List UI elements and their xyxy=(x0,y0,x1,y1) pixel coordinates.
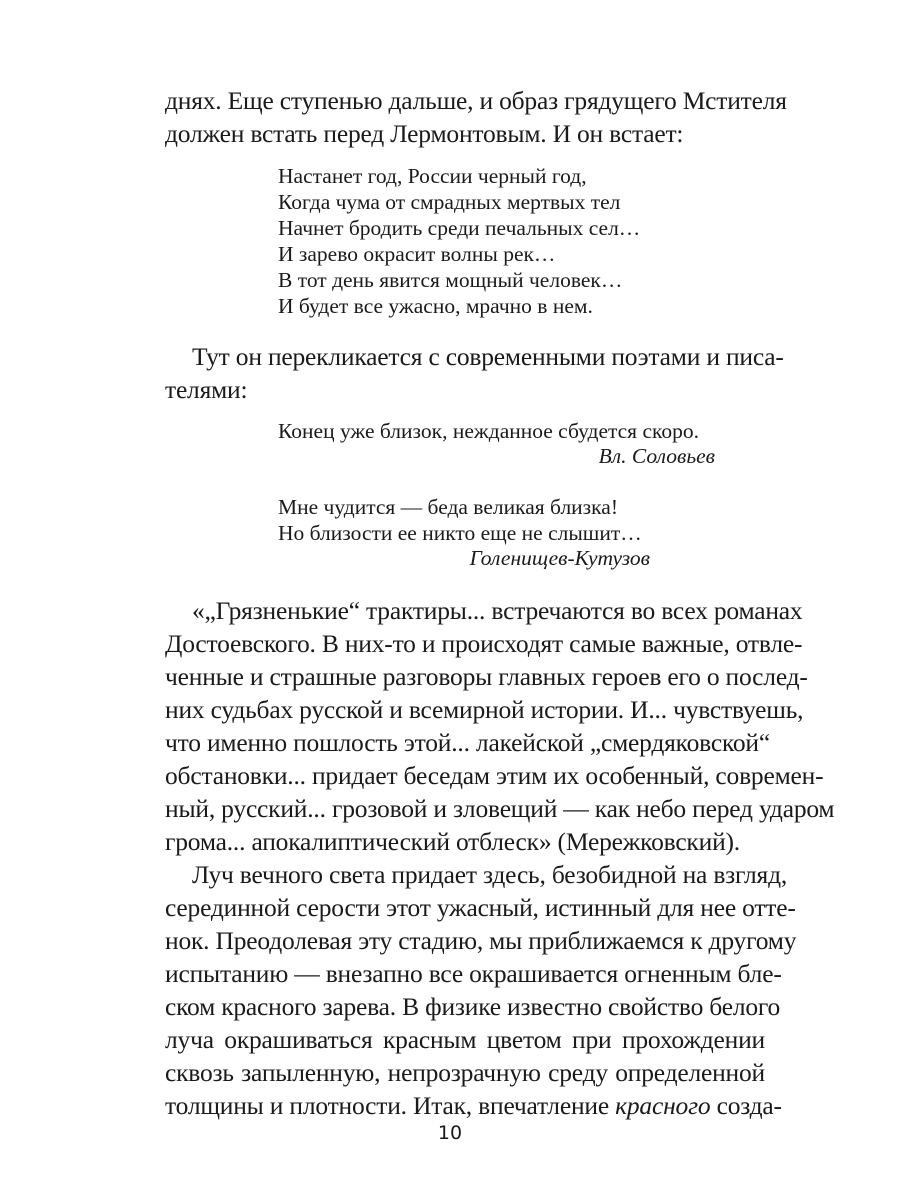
emphasis-word: красного xyxy=(615,1091,711,1120)
text-line: ском красного зарева. В физике известно свойство белого xyxy=(165,992,781,1021)
text-line: днях. Еще ступенью дальше, и образ грядущего Мстителя xyxy=(165,86,787,115)
paragraph-4 xyxy=(165,858,797,1122)
text-line: Луч вечного света придает здесь, безобидной на взгляд, xyxy=(192,860,788,889)
text-line: грома... апокалиптический отблеск» (Мережковский). xyxy=(165,827,740,856)
text-line: Тут он перекликается с современными поэтами и писа- xyxy=(192,342,784,371)
text-line: нок. Преодолевая эту стадию, мы приближаемся к другому xyxy=(165,926,797,955)
verse-line: Когда чума от смрадных мертвых тел xyxy=(278,190,621,214)
verse-line: И будет все ужасно, мрачно в нем. xyxy=(278,294,593,318)
text-line: них судьбах русской и всемирной истории. И... чувствуешь, xyxy=(165,695,804,724)
text-line: луча окрашиваться красным цветом при прохождении xyxy=(165,1025,765,1054)
verse-soloviev xyxy=(278,418,699,444)
verse-line: Конец уже близок, нежданное сбудется скоро. xyxy=(278,419,699,443)
text-line: ный, русский... грозовой и зловещий — как небо перед ударом xyxy=(165,794,835,823)
text-line: должен встать перед Лермонтовым. И он встает: xyxy=(165,119,684,148)
page-number: 10 xyxy=(437,1122,463,1144)
text-fragment: толщины и плотности. Итак, впечатление xyxy=(165,1091,616,1120)
author-kutuzov: Голенищев-Кутузов xyxy=(469,546,650,570)
verse-lermontov xyxy=(278,163,640,319)
text-line: испытанию — внезапно все окрашивается огненным бле- xyxy=(165,959,782,988)
verse-line: Начнет бродить среди печальных сел… xyxy=(278,216,641,240)
verse-line: Но близости ее никто еще не слышит… xyxy=(278,521,642,545)
text-line: обстановки... придает беседам этим их особенный, современ- xyxy=(165,761,824,790)
paragraph-2 xyxy=(165,340,784,406)
text-line: сквозь запыленную, непрозрачную среду определенной xyxy=(165,1058,765,1087)
text-line: Достоевского. В них-то и происходят самые важные, отвле- xyxy=(165,629,803,658)
author-soloviev: Вл. Соловьев xyxy=(598,444,715,468)
text-line: что именно пошлость этой... лакейской „смердяковской“ xyxy=(165,728,770,757)
text-line: ченные и страшные разговоры главных героев его о послед- xyxy=(165,662,808,691)
text-line: «„Грязненькие“ трактиры... встречаются во всех романах xyxy=(192,596,803,625)
verse-line: Настанет год, России черный год, xyxy=(278,164,587,188)
verse-line: В тот день явится мощный человек… xyxy=(278,268,623,292)
text-line: телями: xyxy=(165,375,248,404)
text-fragment: созда- xyxy=(710,1091,782,1120)
text-line xyxy=(165,1089,782,1122)
verse-line: Мне чудится — беда великая близка! xyxy=(278,495,618,519)
verse-kutuzov xyxy=(278,494,642,546)
paragraph-3 xyxy=(165,594,835,858)
intro-paragraph xyxy=(165,84,787,150)
text-line: серединной серости этот ужасный, истинный для нее отте- xyxy=(165,893,796,922)
verse-line: И зарево окрасит волны рек… xyxy=(278,242,556,266)
